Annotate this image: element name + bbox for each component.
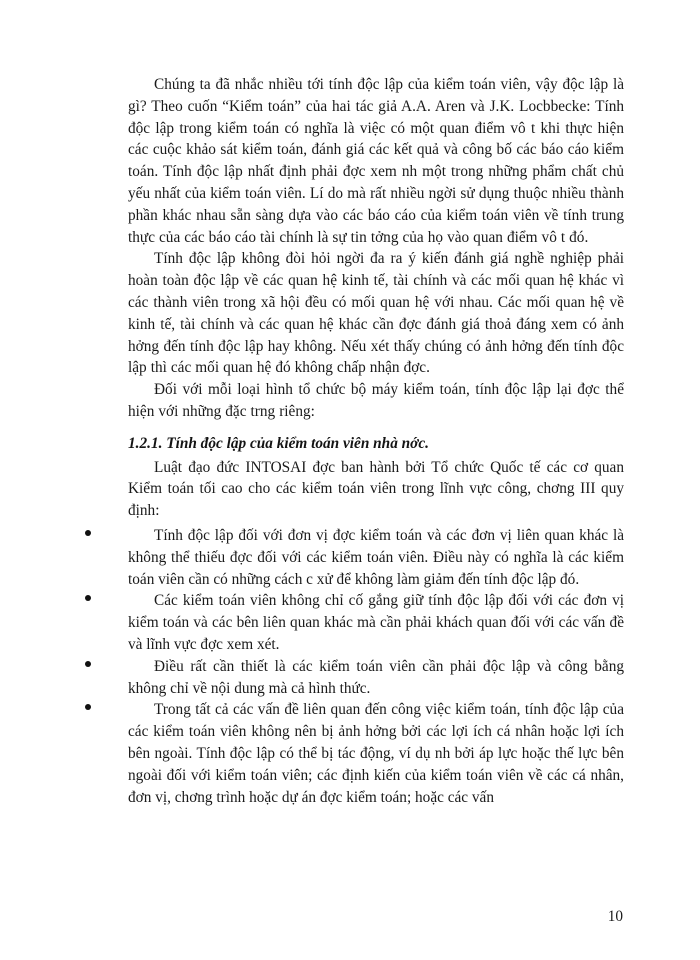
list-item-text: Trong tất cả các vấn đề liên quan đến công việc kiểm toán, tính độc lập của các kiểm toán viên không nên bị ảnh hởng bởi các lợi ích cá nhân hoặc lợi ích bên ngoài. Tính độc lập có thể bị tác động, ví dụ nh bởi áp lực hoặc thế lực bên ngoài đối với kiểm toán viên; các định kiến của kiểm toán viên về các cá nhân, đơn vị, chơng trình hoặc dự án đợc kiểm toán; hoặc các vấn [128,701,624,806]
paragraph-3: Đối với mỗi loại hình tổ chức bộ máy kiểm toán, tính độc lập lại đợc thể hiện với những đặc trng riêng: [128,381,624,420]
bullet-dot-icon [85,661,91,667]
paragraph-intosai-intro: Luật đạo đức INTOSAI đợc ban hành bởi Tổ chức Quốc tế các cơ quan Kiểm toán tối cao cho các kiểm toán viên trong lĩnh vực công, chơng III quy định: [128,458,624,520]
list-item [128,699,624,808]
list-item [128,525,624,590]
bullet-dot-icon [85,530,91,536]
list-item-text: Tính độc lập đối với đơn vị đợc kiểm toán và các đơn vị liên quan khác là không thể thiếu đợc đối với các kiểm toán viên. Điều này có nghĩa là các kiểm toán viên cần có những cách c xử để không làm giảm đến tính độc lập đó. [128,526,624,588]
paragraph-2: Tính độc lập không đòi hỏi ngời đa ra ý kiến đánh giá nghề nghiệp phải hoàn toàn độc lập về các quan hệ kinh tế, tài chính và các mối quan hệ khác vì các thành viên trong xã hội đều có mối quan hệ với nhau. Các mối quan hệ về kinh tế, tài chính và các quan hệ khác cần đợc đánh giá thoả đáng xem có ảnh hởng đến tính độc lập hay không. Nếu xét thấy chúng có ảnh hởng đến tính độc lập thì các mối quan hệ đó không chấp nhận đợc. [128,250,624,377]
list-item [128,656,624,700]
bullet-dot-icon [85,595,91,601]
bullet-dot-icon [85,704,91,710]
section-heading-1-2-1: 1.2.1. Tính độc lập của kiểm toán viên nhà nớc. [128,434,429,452]
list-item-text: Các kiểm toán viên không chỉ cố gắng giữ tính độc lập đối với các đơn vị kiểm toán và các bên liên quan khác mà cần phải khách quan đối với các vấn đề và lĩnh vực đợc xem xét. [128,592,624,653]
list-item [128,590,624,655]
bullet-list [128,525,624,808]
page-content [128,74,624,808]
page-number: 10 [607,908,623,925]
list-item-text: Điều rất cần thiết là các kiểm toán viên cần phải độc lập và công bằng không chỉ về nội dung mà cả hình thức. [128,657,624,697]
paragraph-1: Chúng ta đã nhắc nhiều tới tính độc lập của kiểm toán viên, vậy độc lập là gì? Theo cuốn “Kiểm toán” của hai tác giả A.A. Aren và J.K. Locbbecke: Tính độc lập trong kiểm toán có nghĩa là việc có một quan điểm vô t khi thực hiện các cuộc khảo sát kiểm toán, đánh giá các kết quả và công bố các báo cáo kiểm toán. Tính độc lập nhất định phải đợc xem nh một trong những phẩm chất chủ yếu nhất của kiểm toán viên. Lí do mà rất nhiều ngời sử dụng thuộc nhiều thành phần khác nhau sẵn sàng dựa vào các báo cáo của kiểm toán viên về tính trung thực của các báo cáo tài chính là sự tin tởng của họ vào quan điểm vô t đó. [128,76,624,246]
